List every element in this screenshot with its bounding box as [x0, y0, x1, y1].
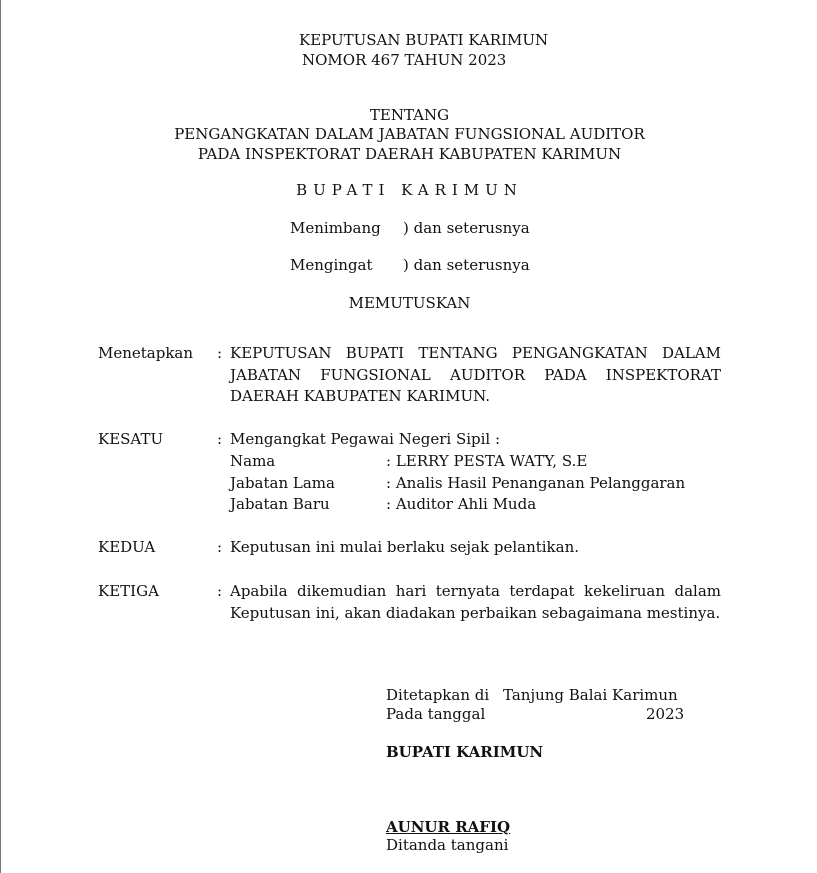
- menimbang-label: Menimbang: [290, 219, 381, 237]
- memutuskan-heading: MEMUTUSKAN: [348, 294, 471, 312]
- kesatu-intro: Mengangkat Pegawai Negeri Sipil :: [230, 430, 501, 448]
- detail-label-jabatan-baru: Jabatan Baru: [230, 495, 330, 513]
- official-title: BUPATI KARIMUN: [296, 181, 523, 199]
- decree-number: NOMOR 467 TAHUN 2023: [302, 51, 507, 69]
- detail-value-jabatan-lama: : Analis Hasil Penanganan Pelanggaran: [386, 474, 686, 492]
- detail-value-jabatan-baru: : Auditor Ahli Muda: [386, 495, 537, 513]
- kedua-colon: :: [217, 538, 223, 556]
- menetapkan-text: KEPUTUSAN BUPATI TENTANG PENGANGKATAN DALAM JABATAN FUNGSIONAL AUDITOR PADA INSPEKTORAT DAERAH KABUPATEN KARIMUN.: [230, 344, 721, 405]
- place-label: Ditetapkan di: [386, 686, 490, 704]
- decree-title: KEPUTUSAN BUPATI KARIMUN: [299, 31, 549, 49]
- detail-label-nama: Nama: [230, 452, 276, 470]
- tentang-heading: TENTANG: [369, 106, 450, 124]
- subject-line-2: PADA INSPEKTORAT DAERAH KABUPATEN KARIMUN: [197, 145, 622, 163]
- place-value: Tanjung Balai Karimun: [503, 686, 678, 704]
- mengingat-text: ) dan seterusnya: [403, 256, 530, 274]
- kesatu-label: KESATU: [98, 430, 164, 448]
- kedua-label: KEDUA: [98, 538, 156, 556]
- menimbang-text: ) dan seterusnya: [403, 219, 530, 237]
- signatory-name: AUNUR RAFIQ: [386, 818, 511, 836]
- mengingat-label: Mengingat: [290, 256, 373, 274]
- menetapkan-label: Menetapkan: [98, 344, 194, 362]
- kesatu-colon: :: [217, 430, 223, 448]
- signatory-position: BUPATI KARIMUN: [386, 743, 544, 761]
- date-label: Pada tanggal: [386, 705, 486, 723]
- detail-value-nama: : LERRY PESTA WATY, S.E: [386, 452, 588, 470]
- date-year: 2023: [646, 705, 685, 723]
- kedua-text: Keputusan ini mulai berlaku sejak pelantikan.: [230, 538, 580, 556]
- detail-label-jabatan-lama: Jabatan Lama: [230, 474, 335, 492]
- ketiga-label: KETIGA: [98, 582, 159, 600]
- subject-line-1: PENGANGKATAN DALAM JABATAN FUNGSIONAL AUDITOR: [174, 125, 645, 143]
- menetapkan-colon: :: [217, 344, 223, 362]
- ketiga-colon: :: [217, 582, 223, 600]
- signed-note: Ditanda tangani: [386, 836, 509, 854]
- ketiga-text: Apabila dikemudian hari ternyata terdapat kekeliruan dalam Keputusan ini, akan diadakan perbaikan sebagaimana mestinya.: [230, 582, 721, 622]
